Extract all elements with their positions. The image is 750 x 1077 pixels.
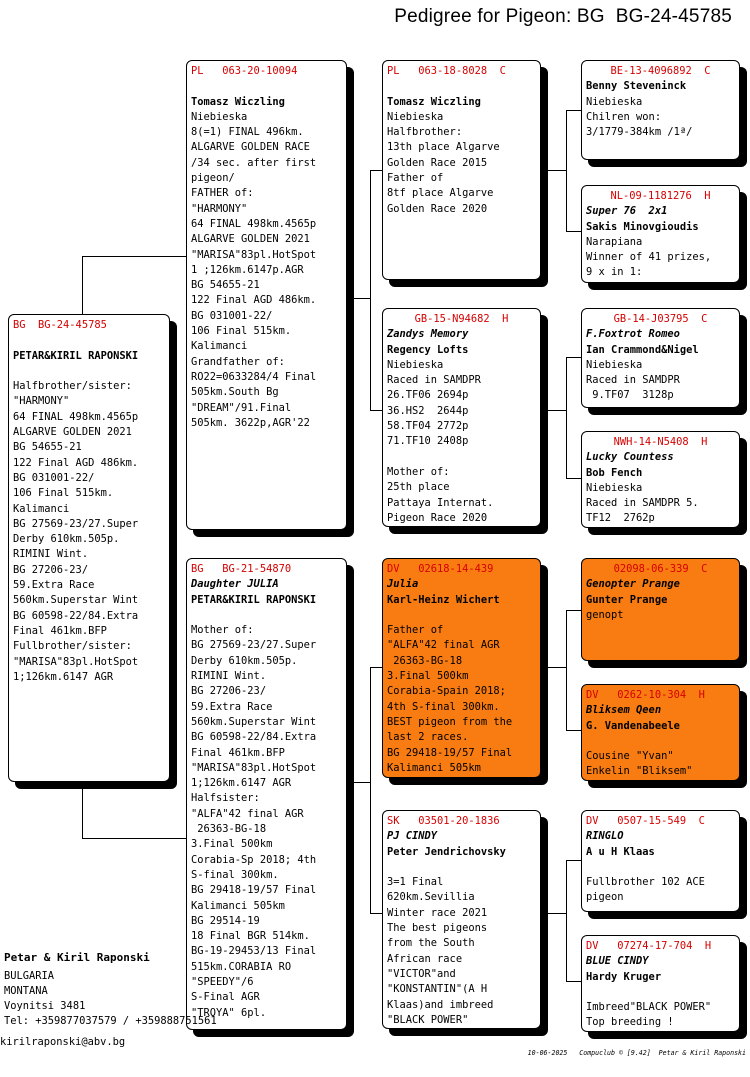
pedigree-text-line: BG 54655-21: [191, 279, 260, 292]
pedigree-text-line: [191, 79, 342, 94]
pedigree-text-line: Winter race 2021: [387, 906, 488, 919]
pedigree-text-line: S-Final AGR: [191, 991, 260, 1004]
pedigree-text-line: pigeon/: [191, 172, 235, 185]
pedigree-text-line: Corabia-Spain 2018;: [387, 685, 506, 698]
breeder-name: Bob Fench: [586, 466, 643, 479]
connector: [370, 170, 371, 410]
pedigree-text-line: "VICTOR"and: [387, 967, 456, 980]
pedigree-text-line: Kalimanci: [13, 502, 70, 515]
owner-country: BULGARIA: [4, 970, 55, 982]
pedigree-text-line: Grandfather of:: [191, 355, 285, 368]
pedigree-text-line: [13, 333, 165, 348]
ring-number: DV 0262-10-304 H: [586, 689, 705, 701]
pedigree-text-line: Mother of:: [191, 624, 254, 637]
connector: [566, 610, 567, 730]
connector: [566, 110, 567, 231]
pigeon-card-sdd[interactable]: [581, 431, 740, 528]
pedigree-text-line: BG 031001-22/: [191, 309, 273, 322]
pedigree-text-line: RIMINI Wint.: [191, 670, 267, 683]
pedigree-text-line: BG 27569-23/27.Super: [191, 639, 317, 652]
pedigree-text-line: 9.TF07 3128p: [586, 389, 674, 402]
pedigree-text-line: 505km.South Bg: [191, 386, 279, 399]
connector: [566, 478, 581, 479]
breeder-name: A u H Klaas: [586, 845, 655, 858]
pedigree-text-line: "KONSTANTIN"(A H: [387, 983, 488, 996]
pedigree-text-line: 3.Final 500km: [387, 670, 469, 683]
pigeon-name: Super 76 2x1: [586, 205, 668, 218]
pedigree-text-line: "BLACK POWER": [387, 1013, 469, 1026]
pigeon-card-subject[interactable]: [8, 314, 170, 782]
pedigree-text-line: 560km.Superstar Wint: [13, 594, 139, 607]
pedigree-text-line: [586, 985, 735, 1000]
ring-number: NL-09-1181276 H: [610, 190, 711, 202]
pedigree-text-line: African race: [387, 952, 463, 965]
connector: [566, 981, 581, 982]
pigeon-card-dsd[interactable]: [581, 684, 740, 781]
pedigree-text-line: RIMINI Wint.: [13, 548, 89, 561]
pedigree-text-line: "HARMONY": [191, 202, 248, 215]
pedigree-text-line: [13, 364, 165, 379]
connector: [566, 730, 581, 731]
pedigree-text-line: 26.TF06 2694p: [387, 389, 469, 402]
breeder-name: Karl-Heinz Wichert: [387, 593, 500, 606]
pedigree-text-line: [387, 450, 536, 465]
pedigree-text-line: "MARISA"83pl.HotSpot: [13, 655, 139, 668]
pedigree-text-line: [191, 608, 342, 623]
pedigree-text-line: 106 Final 515km.: [191, 325, 292, 338]
pedigree-text-line: 560km.Superstar Wint: [191, 715, 317, 728]
pedigree-text-line: Niebieska: [586, 358, 643, 371]
pedigree-text-line: Cousine "Yvan": [586, 750, 674, 763]
pedigree-text-line: 4th S-final 300km.: [387, 700, 500, 713]
pedigree-text-line: "ALFA"42 final AGR: [387, 639, 500, 652]
pedigree-text-line: 64 FINAL 498km.4565p: [191, 217, 317, 230]
pigeon-name: Genopter Prange: [586, 578, 680, 591]
pedigree-text-line: 25th place: [387, 481, 450, 494]
owner-phone: Tel: +359877037579 / +359888751561: [4, 1015, 217, 1027]
pigeon-card-sire[interactable]: [186, 60, 347, 530]
ring-number: PL 063-18-8028 C: [387, 65, 506, 77]
pedigree-text-line: 71.TF10 2408p: [387, 435, 469, 448]
connector: [566, 860, 567, 981]
pedigree-text-line: Narapiana: [586, 235, 643, 248]
pedigree-text-line: Imbreed"BLACK POWER": [586, 1001, 712, 1014]
pedigree-text-line: Niebieska: [387, 358, 444, 371]
pigeon-card-dam-sire[interactable]: [382, 558, 541, 778]
pedigree-text-line: Pigeon Race 2020: [387, 511, 488, 524]
connector: [566, 357, 567, 478]
pedigree-text-line: "MARISA"83pl.HotSpot: [191, 248, 317, 261]
pigeon-name: Zandys Memory: [387, 328, 469, 341]
pedigree-text-line: BG 27206-23/: [191, 685, 267, 698]
pedigree-text-line: Kalimanci: [191, 340, 248, 353]
pedigree-text-line: "SPEEDY"/6: [191, 976, 254, 989]
pedigree-text-line: BG-19-29453/13 Final: [191, 945, 317, 958]
pigeon-name: Lucky Countess: [586, 451, 674, 464]
ring-number: BG BG-24-45785: [13, 319, 107, 331]
connector: [82, 256, 83, 314]
pedigree-text-line: 1 ;126km.6147p.AGR: [191, 263, 304, 276]
breeder-name: PETAR&KIRIL RAPONSKI: [13, 349, 139, 362]
pedigree-text-line: Raced in SAMDPR: [387, 374, 481, 387]
owner-town: Voynitsi 3481: [4, 1000, 86, 1012]
connector: [370, 667, 382, 668]
connector: [541, 667, 566, 668]
breeder-name: Tomasz Wiczling: [387, 95, 481, 108]
ring-number: DV 07274-17-704 H: [586, 940, 712, 952]
connector: [541, 410, 566, 411]
pedigree-text-line: Mother of:: [387, 465, 450, 478]
connector: [82, 782, 83, 838]
pigeon-card-dss[interactable]: [581, 558, 740, 661]
connector: [82, 256, 188, 257]
pigeon-name: RINGLO: [586, 830, 624, 843]
pedigree-text-line: S-final 300km.: [191, 868, 279, 881]
pedigree-text-line: Final 461km.BFP: [13, 624, 107, 637]
pigeon-card-sds[interactable]: [581, 308, 740, 408]
pedigree-text-line: Raced in SAMDPR: [586, 374, 680, 387]
breeder-name: Tomasz Wiczling: [191, 95, 285, 108]
connector: [566, 231, 581, 232]
pedigree-text-line: [387, 608, 536, 623]
pedigree-text-line: [586, 860, 735, 875]
pedigree-text-line: [387, 860, 536, 875]
connector: [370, 170, 382, 171]
pedigree-text-line: Niebieska: [586, 481, 643, 494]
pedigree-text-line: from the South: [387, 937, 475, 950]
pedigree-text-line: /34 sec. after first: [191, 156, 317, 169]
pedigree-text-line: last 2 races.: [387, 731, 469, 744]
footer: 10-06-2025 Compuclub © [9.42] Petar & Kiril Raponski: [527, 1049, 746, 1057]
pedigree-text-line: 620km.Sevillia: [387, 891, 475, 904]
pedigree-text-line: 122 Final AGD 486km.: [13, 456, 139, 469]
pedigree-text-line: RO22=0633284/4 Final: [191, 370, 317, 383]
pedigree-text-line: genopt: [586, 608, 624, 621]
pedigree-text-line: 13th place Algarve: [387, 141, 500, 154]
pedigree-text-line: 8tf place Algarve: [387, 187, 494, 200]
pigeon-card-ddd[interactable]: [581, 935, 740, 1032]
pedigree-text-line: Fullbrother/sister:: [13, 640, 132, 653]
pedigree-text-line: FATHER of:: [191, 187, 254, 200]
breeder-name: Sakis Minovgioudis: [586, 220, 699, 233]
pedigree-text-line: 9 x in 1:: [586, 266, 643, 279]
page-title: Pedigree for Pigeon: BG BG-24-45785: [394, 6, 732, 27]
pedigree-text-line: The best pigeons: [387, 922, 488, 935]
pedigree-text-line: 36.HS2 2644p: [387, 404, 469, 417]
connector: [541, 170, 566, 171]
connector: [347, 298, 370, 299]
pedigree-text-line: Chilren won:: [586, 110, 662, 123]
owner-email[interactable]: kirilraponski@abv.bg: [0, 1036, 126, 1048]
pedigree-text-line: Father of: [387, 172, 444, 185]
pigeon-name: PJ CINDY: [387, 830, 438, 843]
pedigree-text-line: Golden Race 2015: [387, 156, 488, 169]
ring-number: NWH-14-N5408 H: [613, 436, 708, 448]
pedigree-text-line: BG 29418-19/57 Final: [387, 746, 513, 759]
pedigree-text-line: Kalimanci 505km: [387, 761, 481, 774]
pedigree-text-line: BG 27569-23/27.Super: [13, 517, 139, 530]
pedigree-text-line: 122 Final AGD 486km.: [191, 294, 317, 307]
pigeon-name: Bliksem Qeen: [586, 704, 662, 717]
pedigree-text-line: ALGARVE GOLDEN RACE: [191, 141, 310, 154]
connector: [566, 610, 581, 611]
ring-number: DV 02618-14-439: [387, 563, 494, 575]
pedigree-text-line: Final 461km.BFP: [191, 746, 285, 759]
pedigree-text-line: Winner of 41 prizes,: [586, 251, 712, 264]
pedigree-text-line: 8(=1) FINAL 496km.: [191, 126, 304, 139]
connector: [82, 838, 188, 839]
pedigree-text-line: Corabia-Sp 2018; 4th: [191, 853, 317, 866]
connector: [370, 410, 382, 411]
pedigree-text-line: Derby 610km.505p.: [13, 533, 120, 546]
pedigree-text-line: Halfsister:: [191, 792, 260, 805]
breeder-name: Peter Jendrichovsky: [387, 845, 506, 858]
pedigree-text-line: Top breeding !: [586, 1016, 674, 1029]
pigeon-name: BLUE CINDY: [586, 955, 649, 968]
ring-number: BE-13-4096892 C: [610, 65, 711, 77]
pigeon-name: Julia: [387, 578, 419, 591]
pigeon-name: Daughter JULIA: [191, 578, 279, 591]
pedigree-text-line: 59.Extra Race: [13, 579, 95, 592]
ring-number: SK 03501-20-1836: [387, 815, 500, 827]
connector: [566, 110, 581, 111]
pedigree-text-line: [387, 79, 536, 94]
breeder-name: G. Vandenabeele: [586, 719, 680, 732]
pedigree-text-line: 58.TF04 2772p: [387, 420, 469, 433]
pedigree-text-line: BG 031001-22/: [13, 471, 95, 484]
connector: [370, 913, 382, 914]
pedigree-text-line: 26363-BG-18: [387, 654, 463, 667]
owner-name: Petar & Kiril Raponski: [4, 951, 150, 964]
pedigree-text-line: "TROYA" 6pl.: [191, 1006, 267, 1019]
pedigree-text-line: BEST pigeon from the: [387, 715, 513, 728]
pedigree-text-line: 26363-BG-18: [191, 823, 267, 836]
pedigree-text-line: Father of: [387, 624, 444, 637]
pedigree-text-line: 59.Extra Race: [191, 700, 273, 713]
pedigree-text-line: TF12 2762p: [586, 512, 655, 525]
connector: [541, 913, 566, 914]
breeder-name: Benny Steveninck: [586, 80, 687, 93]
pedigree-text-line: Derby 610km.505p.: [191, 654, 298, 667]
breeder-name: Hardy Kruger: [586, 970, 662, 983]
pedigree-text-line: pigeon: [586, 891, 624, 904]
pedigree-text-line: 505km. 3622p,AGR'22: [191, 416, 310, 429]
pedigree-text-line: Fullbrother 102 ACE: [586, 876, 705, 889]
pedigree-text-line: "DREAM"/91.Final: [191, 401, 292, 414]
pedigree-text-line: 515km.CORABIA RO: [191, 960, 292, 973]
pedigree-text-line: BG 29418-19/57 Final: [191, 884, 317, 897]
pigeon-card-dam-dam[interactable]: [382, 810, 541, 1029]
pigeon-card-sire-sire[interactable]: [382, 60, 541, 280]
pedigree-text-line: 1;126km.6147 AGR: [191, 777, 292, 790]
pedigree-text-line: Golden Race 2020: [387, 202, 488, 215]
pedigree-text-line: Klaas)and imbreed: [387, 998, 494, 1011]
pedigree-text-line: [586, 734, 735, 749]
owner-region: MONTANA: [4, 985, 48, 997]
pedigree-text-line: Enkelin "Bliksem": [586, 765, 693, 778]
pedigree-text-line: "ALFA"42 final AGR: [191, 807, 304, 820]
breeder-name: Gunter Prange: [586, 593, 668, 606]
connector: [566, 860, 581, 861]
pedigree-text-line: Niebieska: [191, 110, 248, 123]
pigeon-card-sss[interactable]: [581, 60, 740, 160]
ring-number: 02098-06-339 C: [613, 563, 708, 575]
connector: [347, 782, 370, 783]
pedigree-text-line: "HARMONY": [13, 395, 70, 408]
pedigree-text-line: BG 27206-23/: [13, 563, 89, 576]
connector: [370, 667, 371, 913]
pigeon-card-sire-dam[interactable]: [382, 308, 541, 527]
pedigree-text-line: Halfbrother/sister:: [13, 380, 132, 393]
breeder-name: Ian Crammond&Nigel: [586, 343, 699, 356]
pedigree-text-line: BG 60598-22/84.Extra: [13, 609, 139, 622]
connector: [566, 357, 581, 358]
ring-number: DV 0507-15-549 C: [586, 815, 705, 827]
ring-number: GB-14-J03795 C: [613, 313, 708, 325]
pigeon-name: F.Foxtrot Romeo: [586, 328, 680, 341]
owner-info: [0, 950, 217, 1048]
pedigree-text-line: 1;126km.6147 AGR: [13, 670, 114, 683]
pedigree-text-line: 3/1779-384km /1ª/: [586, 126, 693, 139]
pedigree-text-line: Raced in SAMDPR 5.: [586, 497, 699, 510]
pedigree-text-line: ALGARVE GOLDEN 2021: [13, 426, 132, 439]
pedigree-text-line: "MARISA"83pl.HotSpot: [191, 761, 317, 774]
pedigree-text-line: 3=1 Final: [387, 876, 444, 889]
pedigree-text-line: BG 29514-19: [191, 914, 260, 927]
breeder-name: Regency Lofts: [387, 343, 469, 356]
pigeon-card-dds[interactable]: [581, 810, 740, 912]
breeder-name: PETAR&KIRIL RAPONSKI: [191, 593, 317, 606]
pigeon-card-ssd[interactable]: [581, 185, 740, 283]
pedigree-text-line: Niebieska: [387, 110, 444, 123]
pedigree-text-line: ALGARVE GOLDEN 2021: [191, 233, 310, 246]
ring-number: GB-15-N94682 H: [414, 313, 509, 325]
pedigree-text-line: Pattaya Internat.: [387, 496, 494, 509]
ring-number: BG BG-21-54870: [191, 563, 292, 575]
pedigree-text-line: Kalimanci 505km: [191, 899, 285, 912]
ring-number: PL 063-20-10094: [191, 65, 298, 77]
pedigree-text-line: 18 Final BGR 514km.: [191, 930, 310, 943]
pedigree-text-line: BG 54655-21: [13, 441, 82, 454]
pedigree-text-line: Niebieska: [586, 95, 643, 108]
pedigree-text-line: 3.Final 500km: [191, 838, 273, 851]
pedigree-text-line: 106 Final 515km.: [13, 487, 114, 500]
pedigree-text-line: 64 FINAL 498km.4565p: [13, 410, 139, 423]
pedigree-text-line: Halfbrother:: [387, 126, 463, 139]
pedigree-text-line: BG 60598-22/84.Extra: [191, 731, 317, 744]
